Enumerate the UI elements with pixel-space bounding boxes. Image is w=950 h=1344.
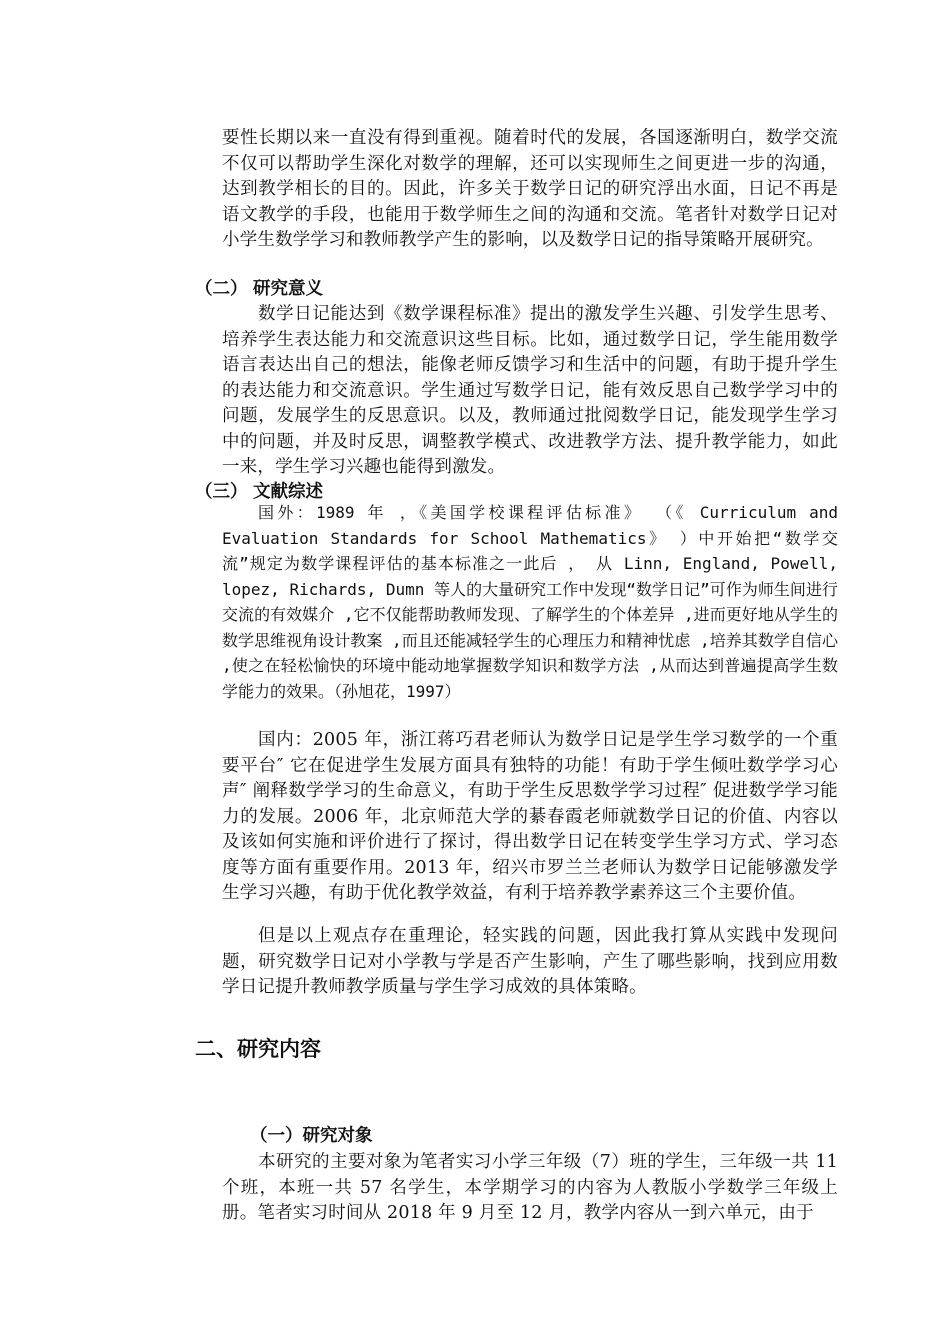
paragraph-research-subject: 本研究的主要对象为笔者实习小学三年级（7）班的学生，三年级一共 11 个班，本班一共 57 名学生，本学期学习的内容为人教版小学数学三年级上册。笔者实习时间从 2018 年 9 月至 12 月，教学内容从一到六单元，由于 bbox=[222, 1152, 838, 1223]
subheading-title: 研究意义 bbox=[253, 279, 323, 299]
subheading-title: 文献综述 bbox=[253, 482, 323, 502]
section-heading-research-content: 二、研究内容 bbox=[195, 1037, 321, 1061]
paragraph-research-plan: 但是以上观点存在重理论，轻实践的问题，因此我打算从实践中发现问题，研究数学日记对小学教与学是否产生影响，产生了哪些影响，找到应用数学日记提升教师教学质量与学生学习成效的具体策略。 bbox=[222, 926, 838, 997]
paragraph-background-conclusion: 要性长期以来一直没有得到重视。随着时代的发展，各国逐渐明白，数学交流不仅可以帮助学生深化对数学的理解，还可以实现师生之间更进一步的沟通，达到教学相长的目的。因此，许多关于数学日记的研究浮出水面，日记不再是语文教学的手段，也能用于数学师生之间的沟通和交流。笔者针对数学日记对小学生数学学习和教师教学产生的影响，以及数学日记的指导策略开展研究。 bbox=[222, 128, 838, 250]
subheading-research-significance bbox=[195, 277, 323, 303]
subheading-number: （二） bbox=[195, 279, 248, 299]
subheading-research-subject: （一）研究对象 bbox=[250, 1126, 373, 1146]
subheading-number: （三） bbox=[195, 482, 248, 502]
paragraph-literature-foreign: 国外：1989 年 ，《美国学校课程评估标准》 （《 Curriculum and Evaluation Standards for School Mathematics》 ）中开始把“数学交流”规定为数学课程评估的基本标准之一此后 ， 从 Linn, England, Powell, lopez, Richards, Dumn 等人的大量研究工作中发现“数学日记”可作为师生间进行交流的有效媒介 ,它不仅能帮助教师发现、了解学生的个体差异 ,进而更好地从学生的数学思维视角设计教案 ,而且还能减轻学生的心理压力和精神忧虑 ,培养其数学自信心 ,使之在轻松愉快的环境中能动地掌握数学知识和数学方法 ,从而达到普遍提高学生数学能力的效果。（孙旭花，1997） bbox=[222, 503, 838, 701]
paragraph-research-significance: 数学日记能达到《数学课程标准》提出的激发学生兴趣、引发学生思考、培养学生表达能力和交流意识这些目标。比如，通过数学日记，学生能用数学语言表达出自己的想法，能像老师反馈学习和生活中的问题，有助于提升学生的表达能力和交流意识。学生通过写数学日记，能有效反思自己数学学习中的问题，发展学生的反思意识。以及，教师通过批阅数学日记，能发现学生学习中的问题，并及时反思，调整教学模式、改进教学方法、提升教学能力，如此一来，学生学习兴趣也能得到激发。 bbox=[222, 304, 838, 477]
paragraph-literature-domestic: 国内：2005 年，浙江蒋巧君老师认为数学日记是学生学习数学的一个重要平台″ 它在促进学生发展方面具有独特的功能！有助于学生倾吐数学学习心声″ 阐释数学学习的生命意义，有助于学生反思数学学习过程″ 促进数学学习能力的发展。2006 年，北京师范大学的綦春霞老师就数学日记的价值、内容以及该如何实施和评价进行了探讨，得出数学日记在转变学生学习方式、学习态度等方面有重要作用。2013 年，绍兴市罗兰兰老师认为数学日记能够激发学生学习兴趣，有助于优化教学效益，有利于培养教学素养这三个主要价值。 bbox=[222, 730, 838, 903]
